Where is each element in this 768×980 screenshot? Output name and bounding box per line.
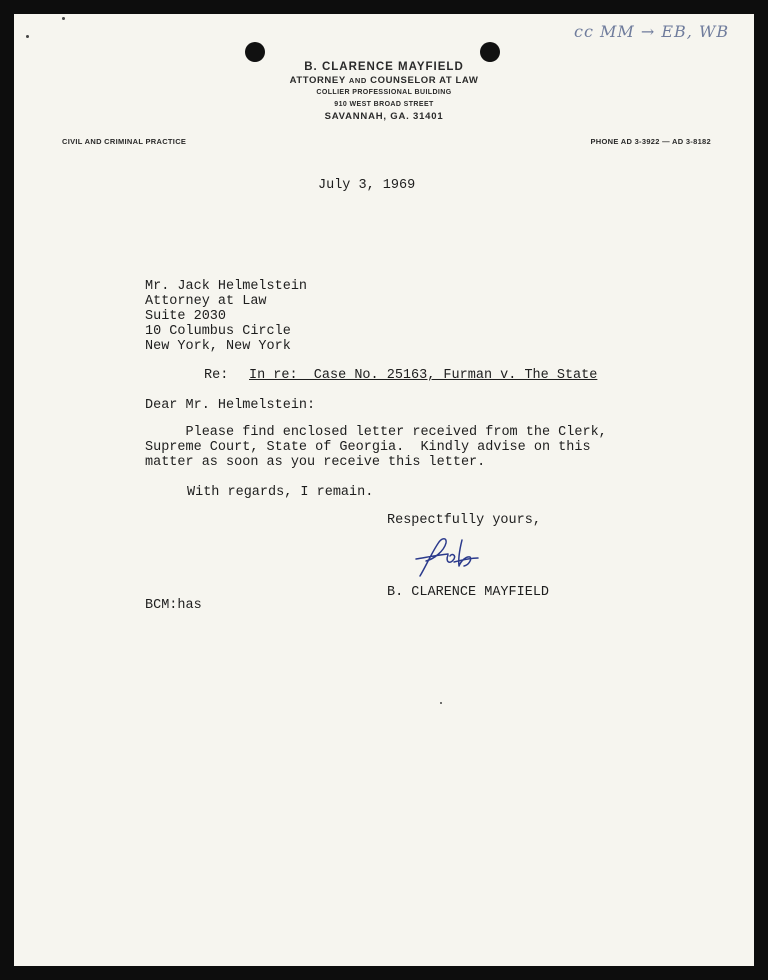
salutation: Dear Mr. Helmelstein: bbox=[145, 398, 316, 413]
body-line: Please find enclosed letter received from the Clerk, bbox=[145, 425, 607, 440]
recipient-line: Mr. Jack Helmelstein bbox=[145, 279, 308, 294]
letterhead-city: SAVANNAH, GA. 31401 bbox=[324, 111, 444, 122]
re-subject: In re: Case No. 25163, Furman v. The State bbox=[249, 368, 598, 383]
body-line: matter as soon as you receive this letter. bbox=[145, 455, 486, 470]
letterhead-building: COLLIER PROFESSIONAL BUILDING bbox=[316, 89, 452, 96]
body-line: Supreme Court, State of Georgia. Kindly advise on this bbox=[145, 440, 591, 455]
punch-hole-right bbox=[480, 42, 500, 62]
signature-name: B. CLARENCE MAYFIELD bbox=[387, 585, 550, 600]
recipient-line: 10 Columbus Circle bbox=[145, 324, 291, 339]
paper-speck bbox=[440, 702, 442, 704]
letterhead-title: ATTORNEY AND COUNSELOR AT LAW bbox=[289, 75, 479, 86]
letterhead-name: B. CLARENCE MAYFIELD bbox=[304, 61, 464, 73]
recipient-line: New York, New York bbox=[145, 339, 291, 354]
letter-page bbox=[14, 14, 754, 966]
closing: Respectfully yours, bbox=[387, 513, 541, 528]
re-label: Re: bbox=[204, 368, 229, 383]
signature-scrawl bbox=[412, 532, 492, 582]
punch-hole-left bbox=[245, 42, 265, 62]
letterhead-street: 910 WEST BROAD STREET bbox=[334, 101, 434, 108]
handwritten-margin-note: cc MM → EB, WB bbox=[574, 22, 730, 41]
recipient-line: Suite 2030 bbox=[145, 309, 227, 324]
paper-speck bbox=[62, 17, 65, 20]
typist-initials: BCM:has bbox=[145, 598, 202, 613]
paper-speck bbox=[26, 35, 29, 38]
letterhead-practice: CIVIL AND CRIMINAL PRACTICE bbox=[62, 137, 187, 146]
recipient-line: Attorney at Law bbox=[145, 294, 267, 309]
regards-line: With regards, I remain. bbox=[187, 485, 374, 500]
letterhead-phone: PHONE AD 3-3922 — AD 3-8182 bbox=[590, 137, 711, 146]
letter-date: July 3, 1969 bbox=[318, 178, 416, 193]
